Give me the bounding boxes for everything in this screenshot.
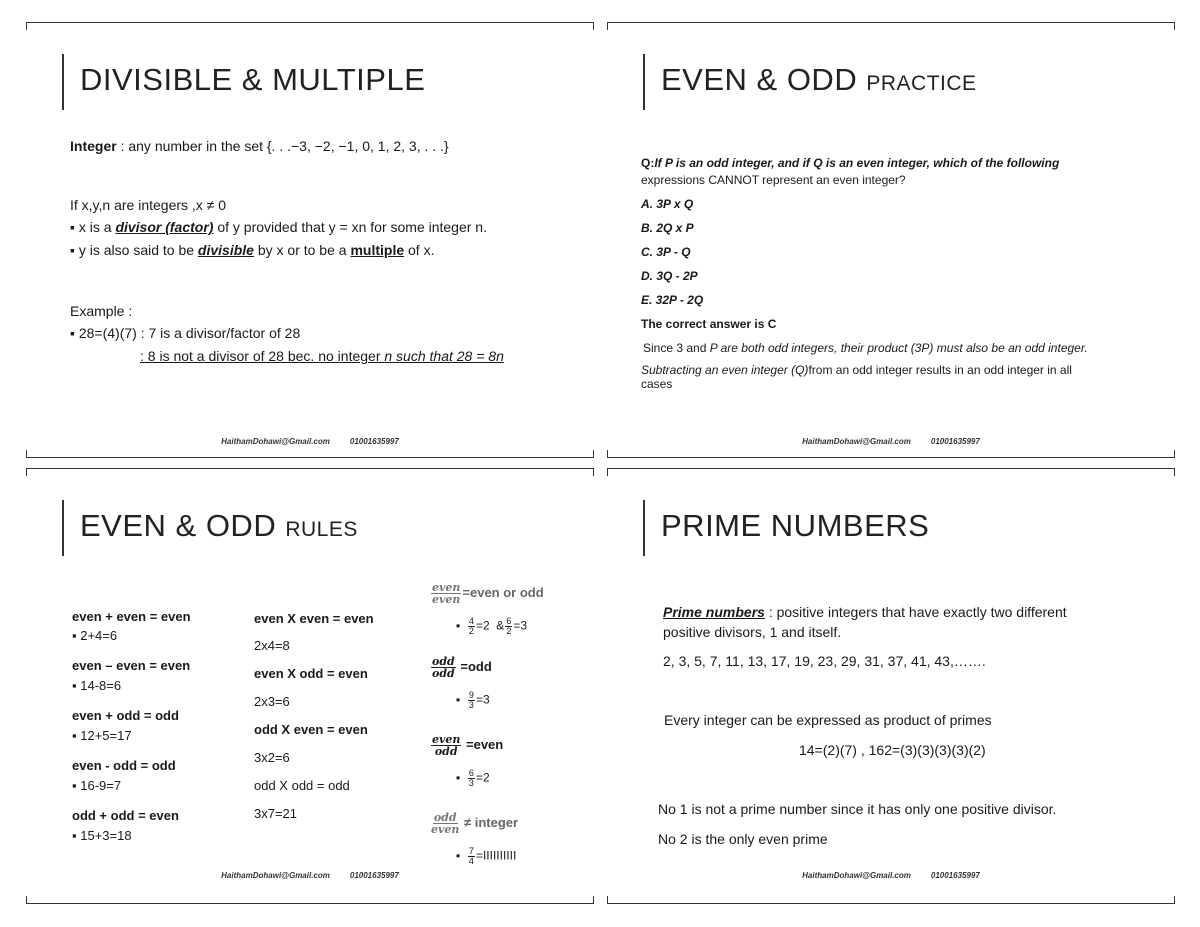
footer-email: HaithamDohawi@Gmail.com [221, 871, 330, 880]
slide-divisible-multiple [26, 22, 594, 458]
fraction-result: =even [462, 736, 504, 752]
slide-footer [26, 437, 594, 446]
rule-text: odd X odd = odd [254, 778, 350, 793]
denominator: 2 [468, 626, 474, 636]
example-result: =2 [475, 770, 490, 785]
bullet-divisor: ▪ x is a divisor (factor) of y provided that y = xn for some integer n. [70, 219, 487, 235]
condition-text: If x,y,n are integers ,x ≠ 0 [70, 197, 227, 213]
slide-title: PRIME NUMBERS [661, 508, 930, 543]
numerator: odd [432, 655, 455, 668]
fraction-rule-even-even [430, 582, 544, 605]
slide-title [661, 58, 977, 106]
denominator: 4 [468, 856, 474, 866]
denominator: 3 [468, 778, 474, 788]
fraction-rule-odd-even [430, 812, 518, 835]
example-text: 16-9=7 [80, 778, 122, 793]
footer-phone: 01001635997 [349, 871, 399, 880]
option-e: E. 32P - 2Q [641, 293, 704, 307]
slide-even-odd-practice [607, 22, 1175, 458]
fraction [431, 812, 459, 835]
fraction-example: ▪ $\frac{9}{3}$ =3 [456, 690, 490, 710]
bullet-text: by x or to be a [253, 242, 351, 258]
question-line-2: expressions CANNOT represent an even integer? [641, 173, 906, 187]
explanation-text: from an odd integer results in an odd integer in all [808, 363, 1072, 377]
fraction [505, 617, 512, 636]
example-result: =3 [475, 692, 490, 707]
fraction-result: =odd [456, 658, 492, 674]
question-text: If P is an odd integer, and if Q is an even integer, which of the following [654, 156, 1060, 170]
footer-phone: 01001635997 [349, 437, 399, 446]
note-one: No 1 is not a prime number since it has only one positive divisor. [658, 801, 1057, 817]
ampersand: & [496, 618, 505, 633]
explanation-text: Since 3 and [643, 341, 710, 355]
slide-prime-numbers [607, 468, 1175, 904]
slide-top-rule [607, 468, 1175, 476]
example-text: : 8 is not a divisor of 28 bec. no integer [140, 348, 385, 364]
factorization-statement: Every integer can be expressed as product of primes [664, 712, 992, 728]
slide-footer [607, 437, 1175, 446]
slide-top-rule [607, 22, 1175, 30]
example-text: 28=(4)(7) : 7 is a divisor/factor of 28 [78, 325, 301, 341]
fraction [468, 617, 475, 636]
denominator: 3 [468, 700, 474, 710]
prime-definition-line-2: positive divisors, 1 and itself. [663, 624, 842, 640]
explanation-1 [643, 340, 1088, 356]
fraction-rule-even-odd [430, 734, 503, 757]
numerator: 4 [468, 616, 474, 626]
example-text: 12+5=17 [80, 728, 132, 743]
explanation-3: cases [641, 377, 673, 391]
rule-example: ▪ 16-9=7 [72, 778, 122, 793]
term-prime-numbers: Prime numbers [663, 604, 765, 620]
bullet-text: x is a [78, 219, 116, 235]
numerator: even [432, 733, 461, 746]
fraction-rule-odd-odd [430, 656, 492, 679]
rule-example: 2x4=8 [254, 638, 290, 653]
example-italic: n such that 28 = 8n [384, 348, 504, 364]
explanation-italic: P are both odd integers, their product (3P) must also be an odd integer. [709, 341, 1088, 355]
slide-top-rule [26, 468, 594, 476]
title-small: PRACTICE [866, 72, 977, 95]
example-result: =IIIIIIIIII [475, 848, 517, 863]
slide-title: DIVISIBLE & MULTIPLE [80, 62, 426, 97]
denominator: odd [432, 667, 455, 680]
fraction-example: ▪ $\frac{4}{2}$ =2 & $\frac{6}{2}$ =3 [456, 616, 528, 636]
footer-email: HaithamDohawi@Gmail.com [802, 871, 911, 880]
option-b: B. 2Q x P [641, 221, 694, 235]
slide-top-rule [26, 22, 594, 30]
rule-example: 2x3=6 [254, 694, 290, 709]
numerator: 6 [506, 616, 512, 626]
title-main: EVEN & ODD [80, 508, 277, 543]
example-text: 14-8=6 [80, 678, 122, 693]
denominator: even [431, 823, 460, 836]
question-line-1 [641, 155, 1059, 171]
prime-definition-line-1 [663, 602, 1067, 622]
option-c: C. 3P - Q [641, 245, 691, 259]
slide-bottom-rule [607, 896, 1175, 904]
rule-text: odd + odd = even [72, 808, 179, 823]
title-accent-bar [62, 54, 64, 110]
slide-bottom-rule [26, 896, 594, 904]
rule-example: ▪ 2+4=6 [72, 628, 118, 643]
rule-example: ▪ 14-8=6 [72, 678, 122, 693]
fraction [431, 734, 461, 757]
slide-bottom-rule [607, 450, 1175, 458]
denominator: odd [434, 745, 458, 758]
prime-list: 2, 3, 5, 7, 11, 13, 17, 19, 23, 29, 31, 37, 41, 43,……. [663, 653, 986, 669]
numerator: even [432, 581, 461, 594]
fraction [468, 847, 475, 866]
fraction-result: =even or odd [462, 584, 544, 600]
footer-email: HaithamDohawi@Gmail.com [802, 437, 911, 446]
fraction [468, 691, 475, 710]
numerator: 6 [468, 768, 474, 778]
example-label: Example : [70, 303, 133, 319]
fraction [468, 769, 475, 788]
rule-text: even + even = even [72, 609, 191, 624]
fraction-result: ≠ integer [460, 814, 519, 830]
explanation-italic: Subtracting an even integer (Q) [641, 363, 809, 377]
fraction-example: ▪ $\frac{7}{4}$ =IIIIIIIIII [456, 846, 517, 866]
bullet-text: of y provided that y = xn for some integer n. [213, 219, 487, 235]
integer-definition [70, 135, 449, 157]
slide-even-odd-rules [26, 468, 594, 904]
fraction-example: ▪ $\frac{6}{3}$ =2 [456, 768, 490, 788]
correct-answer: The correct answer is C [641, 317, 777, 331]
footer-phone: 01001635997 [930, 437, 980, 446]
slide-footer [26, 871, 594, 880]
factorization-example: 14=(2)(7) , 162=(3)(3)(3)(3)(2) [799, 742, 986, 758]
explanation-2 [641, 362, 1072, 378]
denominator: 2 [506, 626, 512, 636]
bullet-text: of x. [404, 242, 435, 258]
rule-example: 3x7=21 [254, 806, 298, 821]
integer-label: Integer [70, 138, 117, 154]
numerator: odd [433, 811, 457, 824]
definition-text: : positive integers that have exactly two different [764, 604, 1067, 620]
example-text: 15+3=18 [80, 828, 132, 843]
note-two: No 2 is the only even prime [658, 831, 828, 847]
rule-text: even - odd = odd [72, 758, 176, 773]
title-small: RULES [285, 518, 358, 541]
example-result: =2 [475, 618, 490, 633]
footer-email: HaithamDohawi@Gmail.com [221, 437, 330, 446]
numerator: 7 [468, 846, 474, 856]
term-multiple: multiple [350, 242, 405, 258]
title-accent-bar [643, 54, 645, 110]
title-accent-bar [643, 500, 645, 556]
example-result: =3 [513, 618, 528, 633]
fraction [431, 582, 461, 605]
rule-example: ▪ 12+5=17 [72, 728, 132, 743]
slide-bottom-rule [26, 450, 594, 458]
option-a: A. 3P x Q [641, 197, 694, 211]
option-d: D. 3Q - 2P [641, 269, 698, 283]
rule-example: 3x2=6 [254, 750, 290, 765]
numerator: 9 [468, 690, 474, 700]
example-text: 2+4=6 [80, 628, 118, 643]
title-accent-bar [62, 500, 64, 556]
slide-footer [607, 871, 1175, 880]
question-prefix: Q: [641, 156, 655, 170]
title-main: EVEN & ODD [661, 62, 858, 97]
rule-text: even – even = even [72, 658, 191, 673]
rule-text: odd X even = even [254, 722, 368, 737]
slide-title [80, 504, 358, 552]
rule-example: ▪ 15+3=18 [72, 828, 132, 843]
fraction [431, 656, 456, 679]
rule-text: even + odd = odd [72, 708, 179, 723]
example-line-2 [140, 345, 504, 367]
bullet-text: y is also said to be [78, 242, 198, 258]
rule-text: even X even = even [254, 611, 374, 626]
rule-text: even X odd = even [254, 666, 368, 681]
term-divisor: divisor (factor) [115, 219, 214, 235]
denominator: even [432, 593, 461, 606]
footer-phone: 01001635997 [930, 871, 980, 880]
integer-text: : any number in the set {. . .−3, −2, −1, 0, 1, 2, 3, . . .} [116, 138, 449, 154]
example-line-1: ▪ 28=(4)(7) : 7 is a divisor/factor of 28 [70, 325, 301, 341]
term-divisible: divisible [197, 242, 254, 258]
bullet-divisible: ▪ y is also said to be divisible by x or to be a multiple of x. [70, 242, 435, 258]
